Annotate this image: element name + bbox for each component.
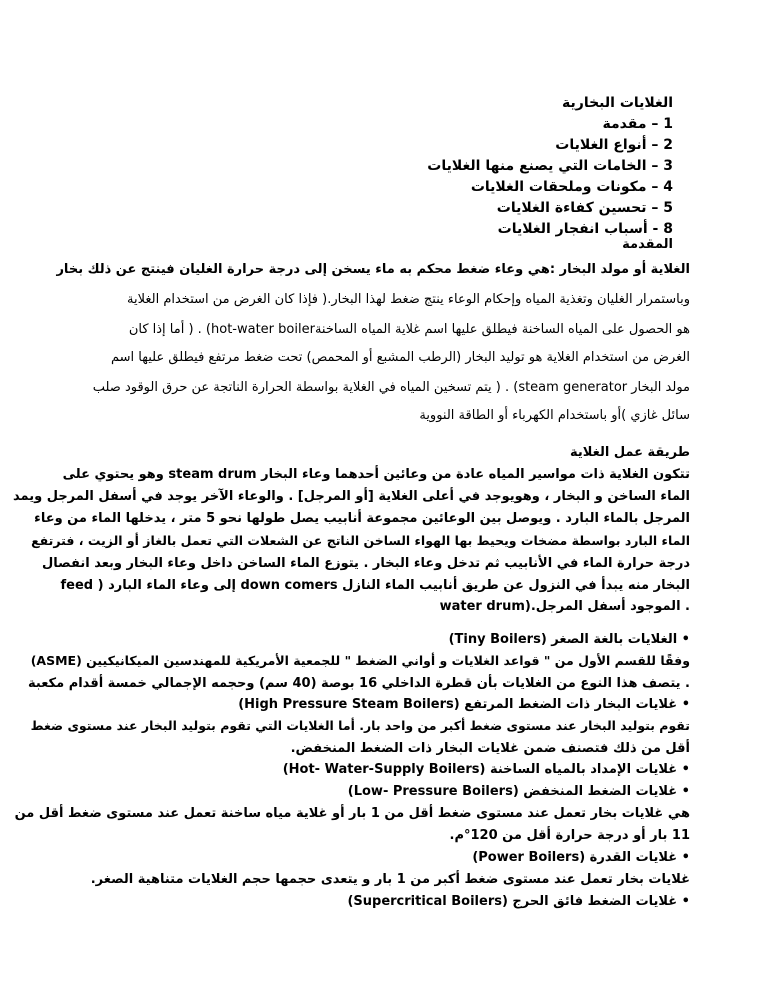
type-bullet: • الغلايات بالغة الصغر (Tiny Boilers): [448, 632, 690, 647]
toc-item: 1 – مقدمة: [602, 116, 673, 132]
type-text: وفقًا للقسم الأول من " قواعد الغلايات و أواني الضغط " للجمعية الأمريكية للمهندسين الميكانيكيين (ASME): [30, 653, 690, 668]
intro-line: مولد البخار steam generator) . ( يتم تسخين المياه في الغلاية بواسطة الحرارة الناتجة عن حرق الوقود صلب: [92, 380, 690, 395]
working-line: درجة حرارة الماء في الأنابيب ثم تدخل وعاء البخار . يتوزع الماء الساخن داخل وعاء البخار وبعد انفصال: [42, 556, 690, 571]
working-line: الماء البارد بواسطة مضخات ويحيط بها الهواء الساخن الناتج عن الشعلات التي تعمل بالغاز أو الزيت ، فترتفع: [31, 533, 690, 548]
intro-line: هو الحصول على المياه الساخنة فيطلق عليها اسم غلاية المياه الساخنةhot-water boiler) . ( أما إذا كان: [128, 322, 690, 337]
toc-item: 2 – أنواع الغلايات: [555, 137, 673, 153]
type-bullet: • غلايات الضغط المنخفض (Low- Pressure Boilers): [347, 784, 690, 799]
intro-line: سائل غازي )أو باستخدام الكهرباء أو الطاقة النووية: [419, 408, 690, 423]
type-text: غلايات بخار تعمل عند مستوى ضغط أكبر من 1 بار و يتعدى حجمها حجم الغلايات متناهية الصغر.: [90, 872, 690, 887]
type-text: هي غلايات بخار تعمل عند مستوى ضغط أقل من 1 بار أو غلاية مياه ساخنة تعمل عند مستوى ضغط أقل من: [14, 806, 690, 821]
intro-line: وباستمرار الغليان وتغذية المياه وإحكام الوعاء ينتج ضغط لهذا البخار.( فإذا كان الغرض من استخدام الغلاية: [127, 292, 690, 307]
working-line: المرجل بالماء البارد . ويوصل بين الوعائين مجموعة أنابيب يصل طولها نحو 5 متر ، يدخلها الماء من وعاء: [34, 511, 690, 526]
type-text: أقل من ذلك فتصنف ضمن غلايات البخار ذات الضغط المنخفض.: [290, 741, 690, 756]
toc-item: 8 - أسباب انفجار الغلايات: [497, 221, 673, 237]
toc-item: 5 – تحسين كفاءة الغلايات: [496, 200, 673, 216]
working-line: الماء الساخن و البخار ، وهويوجد في أعلى الغلاية [أو المرجل] . والوعاء الآخر يوجد في أسفل المرجل ويمد: [13, 489, 690, 504]
intro-heading: المقدمة: [622, 237, 673, 252]
toc-item: 4 – مكونات وملحقات الغلايات: [470, 179, 673, 195]
type-text: 11 بار أو درجة حرارة أقل من 120°م.: [449, 828, 690, 843]
type-text: تقوم بتوليد البخار عند مستوى ضغط أكبر من واحد بار. أما الغلايات التي تقوم بتوليد البخار عند مستوى ضغط: [30, 718, 690, 733]
section-heading: طريقة عمل الغلاية: [569, 445, 690, 460]
type-bullet: • غلايات البخار ذات الضغط المرتفع (High Pressure Steam Boilers): [238, 697, 690, 712]
working-line: البخار منه يبدأ في النزول عن طريق أنابيب الماء النازل down comers إلى وعاء الماء البارد ( feed: [60, 578, 690, 593]
intro-line: الغرض من استخدام الغلاية هو توليد البخار (الرطب المشبع أو المحمص) تحت ضغط مرتفع فيطلق عليها اسم: [111, 350, 690, 365]
intro-line: الغلاية أو مولد البخار :هي وعاء ضغط محكم به ماء يسخن إلى درجة حرارة الغليان فينتج عن ذلك بخار: [56, 262, 690, 277]
toc-item: 3 – الخامات التي يصنع منها الغلايات: [427, 158, 673, 174]
type-bullet: • غلايات الإمداد بالمياه الساخنة (Hot- Water-Supply Boilers): [282, 762, 690, 777]
type-bullet: • غلايات القدرة (Power Boilers): [472, 850, 690, 865]
type-text: . يتصف هذا النوع من الغلايات بأن قطرة الداخلي 16 بوصة (40 سم) وحجمه الإجمالي خمسة أقدام مكعبة: [28, 676, 690, 691]
working-line: تتكون الغلاية ذات مواسير المياه عادة من وعائين أحدهما وعاء البخار steam drum وهو يحتوي على: [62, 467, 690, 482]
type-bullet: • غلايات الضغط فائق الحرج (Supercritical Boilers): [347, 894, 690, 909]
document-title: الغلايات البخارية: [562, 95, 673, 111]
working-line: water drum).الموجود أسفل المرجل .: [439, 599, 690, 614]
